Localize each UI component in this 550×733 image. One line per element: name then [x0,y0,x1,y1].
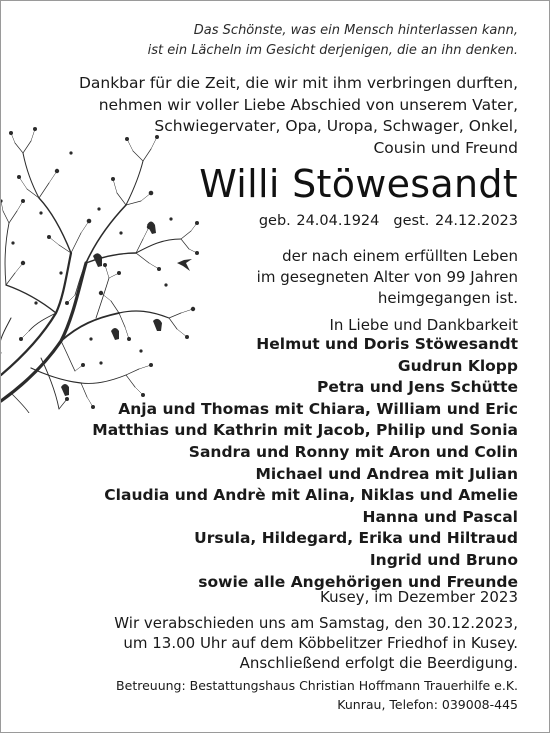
care-line: Betreuung: Bestattungshaus Christian Hoffmann Trauerhilfe e.K. [116,678,518,693]
thanks-line: Dankbar für die Zeit, die wir mit ihm verbringen durften, [78,74,518,92]
birth-date: geb. 24.04.1924 [258,213,380,229]
death-date: gest. 24.12.2023 [393,213,518,229]
quote-line: ist ein Lächeln im Gesicht derjenigen, die an ihn denken. [147,42,518,58]
in-love-heading: In Liebe und Dankbarkeit [329,316,518,334]
care-line: Kunrau, Telefon: 039008-445 [337,697,518,712]
thanks-paragraph [79,73,518,159]
quote-line: Das Schönste, was ein Mensch hinterlassen kann, [193,23,518,38]
life-line: heimgegangen ist. [377,289,518,307]
mourner-line: Matthias und Kathrin mit Jacob, Philip und Sonia [92,421,518,440]
mourners-list [92,334,518,593]
thanks-line: Cousin und Freund [373,138,518,157]
thanks-line: Schwiegervater, Opa, Uropa, Schwager, Onkel, [154,117,518,135]
funeral-service-info [114,613,518,673]
life-line: im gesegneten Alter von 99 Jahren [256,268,518,286]
mourner-line: Michael und Andrea mit Julian [255,464,518,483]
deceased-name: Willi Stöwesandt [199,162,518,206]
mourner-line: Hanna und Pascal [362,507,518,526]
mourner-line: Petra und Jens Schütte [316,378,518,397]
service-line: um 13.00 Uhr auf dem Köbbelitzer Friedhof in Kusey. [123,634,518,652]
service-line: Wir verabschieden uns am Samstag, den 30.12.2023, [114,614,518,632]
thanks-line: nehmen wir voller Liebe Abschied von unserem Vater, [98,95,518,114]
mourner-line: Helmut und Doris Stöwesandt [256,335,518,353]
funeral-home-info [116,676,518,714]
life-statement [257,246,518,309]
mourner-line: Claudia und Andrè mit Alina, Niklas und Amelie [104,486,518,505]
place-and-date: Kusey, im Dezember 2023 [320,588,518,606]
mourner-line: sowie alle Angehörigen und Freunde [198,572,518,591]
mourner-line: Anja und Thomas mit Chiara, William und Eric [118,399,518,418]
life-dates [259,211,518,231]
mourner-line: Sandra und Ronny mit Aron und Colin [188,442,518,461]
life-line: der nach einem erfüllten Leben [282,247,518,265]
mourner-line: Gudrun Klopp [397,356,518,375]
service-line: Anschließend erfolgt die Beerdigung. [239,654,518,672]
mourner-line: Ingrid und Bruno [369,550,518,569]
memorial-quote [148,21,518,60]
mourner-line: Ursula, Hildegard, Erika und Hiltraud [194,529,518,548]
